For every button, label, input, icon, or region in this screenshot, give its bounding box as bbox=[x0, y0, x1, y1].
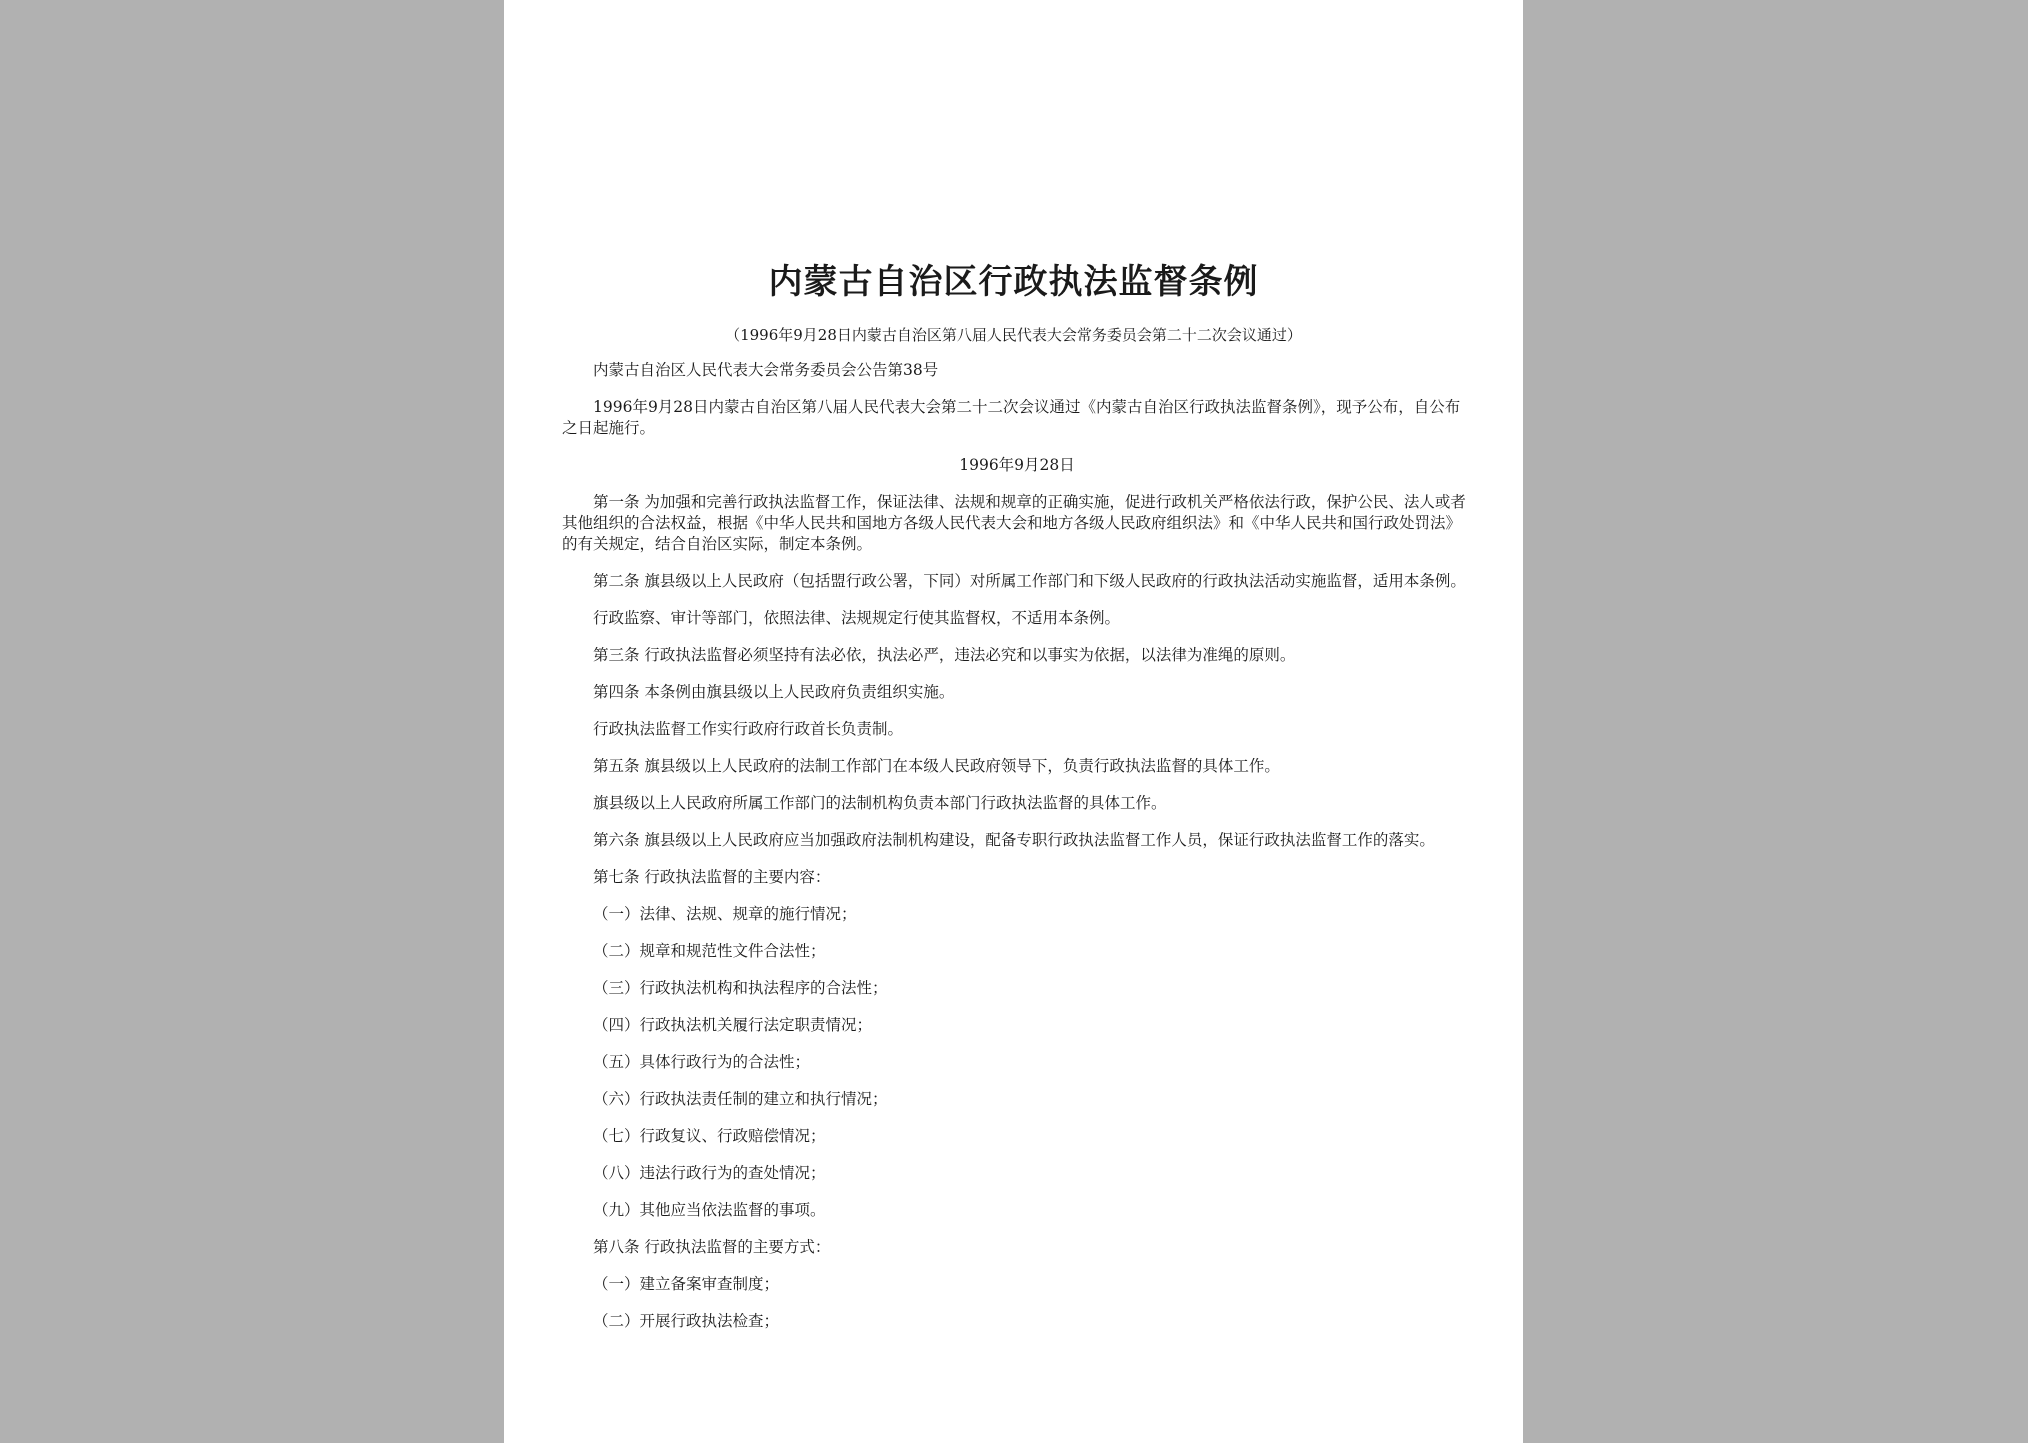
article-8-item-1: （一）建立备案审查制度； bbox=[593, 1275, 780, 1293]
article-3: 第三条 行政执法监督必须坚持有法必依，执法必严，违法必究和以事实为依据，以法律为准绳的原则。 bbox=[593, 646, 1296, 664]
article-7: 第七条 行政执法监督的主要内容： bbox=[593, 868, 831, 886]
document-subtitle: （1996年9月28日内蒙古自治区第八届人民代表大会常务委员会第二十二次会议通过） bbox=[725, 326, 1302, 344]
document-page bbox=[504, 0, 1523, 1443]
article-7-item-3: （三）行政执法机构和执法程序的合法性； bbox=[593, 979, 888, 997]
article-2-clause: 行政监察、审计等部门，依照法律、法规规定行使其监督权，不适用本条例。 bbox=[593, 609, 1121, 627]
document-body bbox=[562, 360, 1472, 1348]
article-8-item-2: （二）开展行政执法检查； bbox=[593, 1312, 780, 1330]
article-7-item-6: （六）行政执法责任制的建立和执行情况； bbox=[593, 1090, 888, 1108]
article-8: 第八条 行政执法监督的主要方式： bbox=[593, 1238, 831, 1256]
article-7-item-9: （九）其他应当依法监督的事项。 bbox=[593, 1201, 826, 1219]
announcement-date: 1996年9月28日 bbox=[959, 456, 1075, 474]
announcement-heading: 内蒙古自治区人民代表大会常务委员会公告第38号 bbox=[593, 361, 939, 379]
article-5-clause: 旗县级以上人民政府所属工作部门的法制机构负责本部门行政执法监督的具体工作。 bbox=[593, 794, 1167, 812]
article-5: 第五条 旗县级以上人民政府的法制工作部门在本级人民政府领导下，负责行政执法监督的具体工作。 bbox=[593, 757, 1280, 775]
article-7-item-8: （八）违法行政行为的查处情况； bbox=[593, 1164, 826, 1182]
article-7-item-7: （七）行政复议、行政赔偿情况； bbox=[593, 1127, 826, 1145]
announcement-body: 1996年9月28日内蒙古自治区第八届人民代表大会第二十二次会议通过《内蒙古自治区行政执法监督条例》，现予公布，自公布之日起施行。 bbox=[562, 398, 1461, 437]
article-7-item-1: （一）法律、法规、规章的施行情况； bbox=[593, 905, 857, 923]
article-6: 第六条 旗县级以上人民政府应当加强政府法制机构建设，配备专职行政执法监督工作人员，保证行政执法监督工作的落实。 bbox=[593, 831, 1435, 849]
article-7-item-5: （五）具体行政行为的合法性； bbox=[593, 1053, 811, 1071]
article-4: 第四条 本条例由旗县级以上人民政府负责组织实施。 bbox=[593, 683, 955, 701]
document-title: 内蒙古自治区行政执法监督条例 bbox=[768, 262, 1259, 302]
article-7-item-4: （四）行政执法机关履行法定职责情况； bbox=[593, 1016, 873, 1034]
article-7-item-2: （二）规章和规范性文件合法性； bbox=[593, 942, 826, 960]
article-1: 第一条 为加强和完善行政执法监督工作，保证法律、法规和规章的正确实施，促进行政机关严格依法行政，保护公民、法人或者其他组织的合法权益，根据《中华人民共和国地方各级人民代表大会和地方各级人民政府组织法》和《中华人民共和国行政处罚法》的有关规定，结合自治区实际，制定本条例。 bbox=[562, 493, 1466, 553]
article-4-clause: 行政执法监督工作实行政府行政首长负责制。 bbox=[593, 720, 904, 738]
article-2: 第二条 旗县级以上人民政府（包括盟行政公署，下同）对所属工作部门和下级人民政府的行政执法活动实施监督，适用本条例。 bbox=[593, 572, 1466, 590]
